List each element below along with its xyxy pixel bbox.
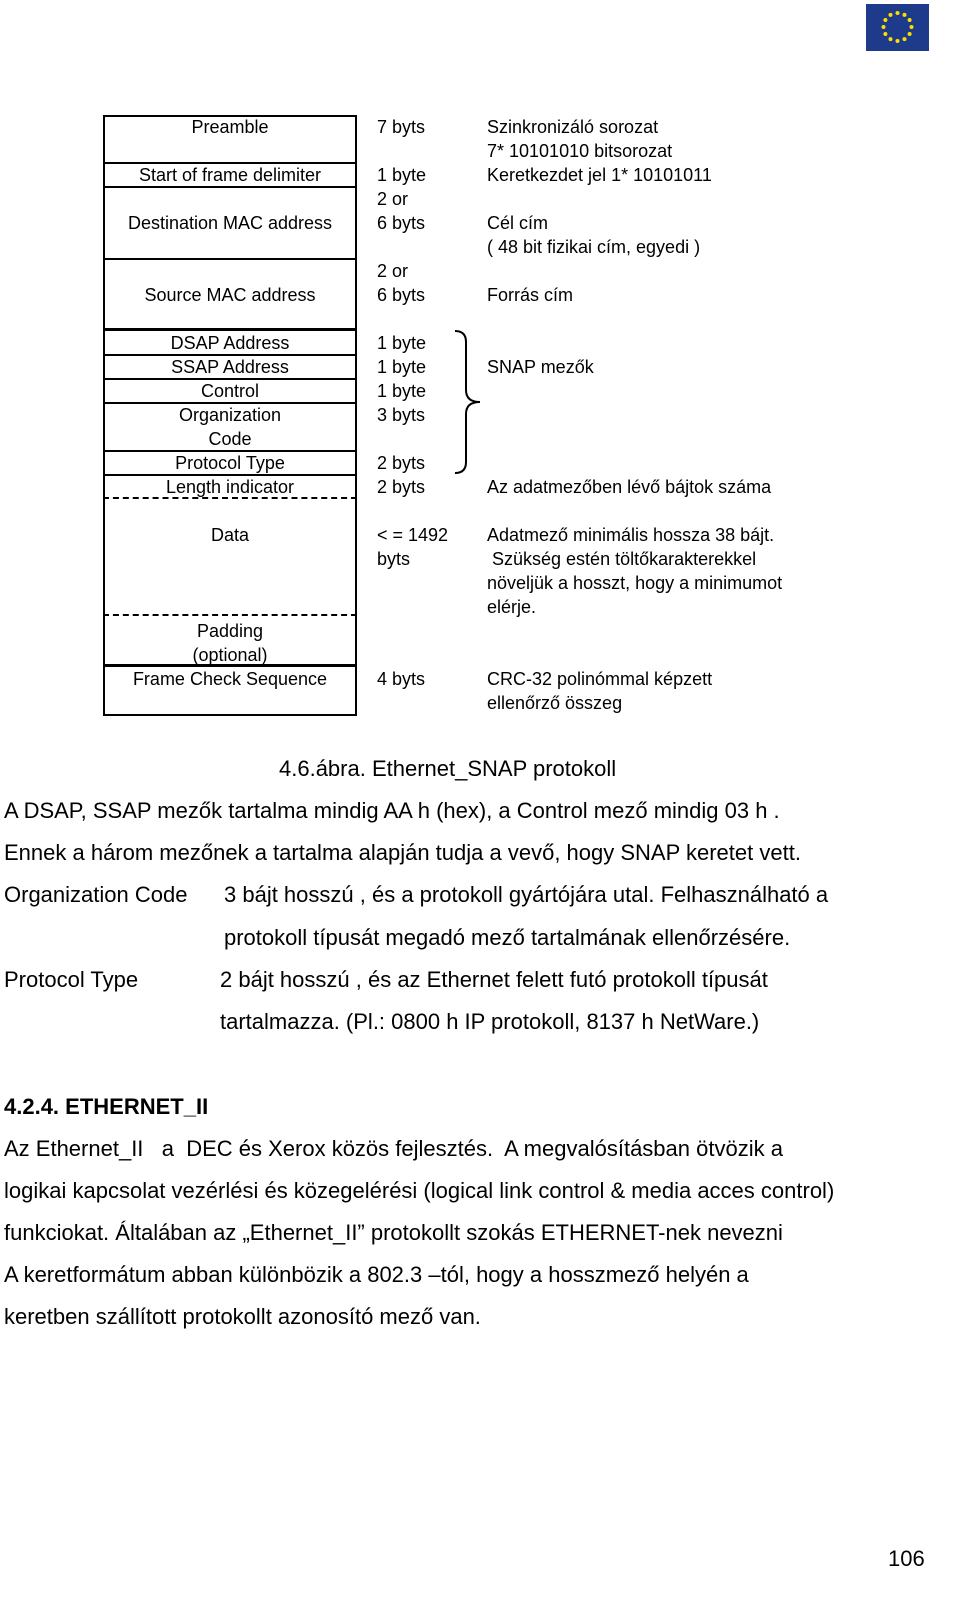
field-size: 1 byte (377, 165, 427, 185)
field-name: Source MAC address (144, 285, 316, 305)
paragraph-line: Ennek a három mezőnek a tartalma alapján tudja a vevő, hogy SNAP keretet vett. (4, 840, 801, 865)
field-size: 2 byts (377, 453, 426, 473)
field-desc: növeljük a hosszt, hogy a minimumot (487, 573, 783, 593)
field-name: Frame Check Sequence (132, 669, 328, 689)
field-size: < = 1492 (377, 525, 449, 545)
field-name: Data (210, 525, 250, 545)
field-size: 7 byts (377, 117, 426, 137)
eu-flag-logo (866, 4, 929, 51)
section-line: keretben szállított protokollt azonosító mező van. (4, 1304, 481, 1329)
field-desc: CRC-32 polinómmal képzett (487, 669, 713, 689)
paragraph-line: A DSAP, SSAP mezők tartalma mindig AA h (hex), a Control mező mindig 03 h . (4, 798, 780, 823)
field-name: Code (208, 429, 252, 449)
field-size: 1 byte (377, 333, 427, 353)
field-size: 3 byts (377, 405, 426, 425)
field-name: DSAP Address (170, 333, 290, 353)
snap-label: SNAP mezők (487, 357, 594, 377)
field-size: 4 byts (377, 669, 426, 689)
field-size: 2 or (377, 189, 409, 209)
field-size: 2 or (377, 261, 409, 281)
section-heading: 4.2.4. ETHERNET_II (4, 1094, 209, 1119)
field-name: Protocol Type (175, 453, 285, 473)
field-name: Destination MAC address (127, 213, 333, 233)
field-desc: ellenőrző összeg (487, 693, 623, 713)
field-desc: Szükség estén töltőkarakterekkel (487, 549, 757, 569)
field-desc: elérje. (487, 597, 537, 617)
field-desc: Adatmező minimális hossza 38 bájt. (487, 525, 775, 545)
field-desc: Forrás cím (487, 285, 574, 305)
field-size: 1 byte (377, 357, 427, 377)
dashed-padding-top (103, 614, 357, 616)
field-name: Padding (196, 621, 264, 641)
section-line: Az Ethernet_II a DEC és Xerox közös fejlesztés. A megvalósításban ötvözik a (4, 1136, 783, 1161)
field-size: 1 byte (377, 381, 427, 401)
field-size: 6 byts (377, 285, 426, 305)
field-desc: Az adatmezőben lévő bájtok száma (487, 477, 772, 497)
field-name: (optional) (192, 645, 268, 665)
field-desc: Cél cím (487, 213, 549, 233)
field-size: 2 byts (377, 477, 426, 497)
field-size: 6 byts (377, 213, 426, 233)
field-desc: 7* 10101010 bitsorozat (487, 141, 673, 161)
definition-text: tartalmazza. (Pl.: 0800 h IP protokoll, 8137 h NetWare.) (220, 1009, 760, 1034)
snap-brace-icon (452, 328, 492, 476)
definition-text: protokoll típusát megadó mező tartalmának ellenőrzésére. (224, 925, 791, 950)
field-size: byts (377, 549, 411, 569)
section-line: logikai kapcsolat vezérlési és közegelérési (logical link control & media acces control) (4, 1178, 835, 1203)
section-line: A keretformátum abban különbözik a 802.3 –tól, hogy a hosszmező helyén a (4, 1262, 749, 1287)
definition-term: Organization Code (4, 882, 188, 907)
field-name: Length indicator (165, 477, 295, 497)
field-name: Start of frame delimiter (138, 165, 322, 185)
figure-caption: 4.6.ábra. Ethernet_SNAP protokoll (279, 756, 617, 781)
definition-text: 2 bájt hosszú , és az Ethernet felett futó protokoll típusát (220, 967, 768, 992)
field-name: Control (200, 381, 260, 401)
divider-dest (103, 258, 357, 260)
field-name: Organization (178, 405, 282, 425)
divider-bottom (103, 714, 357, 716)
definition-term: Protocol Type (4, 967, 139, 992)
field-desc: ( 48 bit fizikai cím, egyedi ) (487, 237, 701, 257)
field-name: Preamble (191, 117, 269, 137)
field-name: SSAP Address (171, 357, 289, 377)
field-desc: Szinkronizáló sorozat (487, 117, 659, 137)
field-desc: Keretkezdet jel 1* 10101011 (487, 165, 712, 185)
definition-text: 3 bájt hosszú , és a protokoll gyártójára utal. Felhasználható a (224, 882, 829, 907)
page-number: 106 (888, 1546, 925, 1571)
section-line: funkciokat. Általában az „Ethernet_II” protokollt szokás ETHERNET-nek nevezni (4, 1220, 783, 1245)
